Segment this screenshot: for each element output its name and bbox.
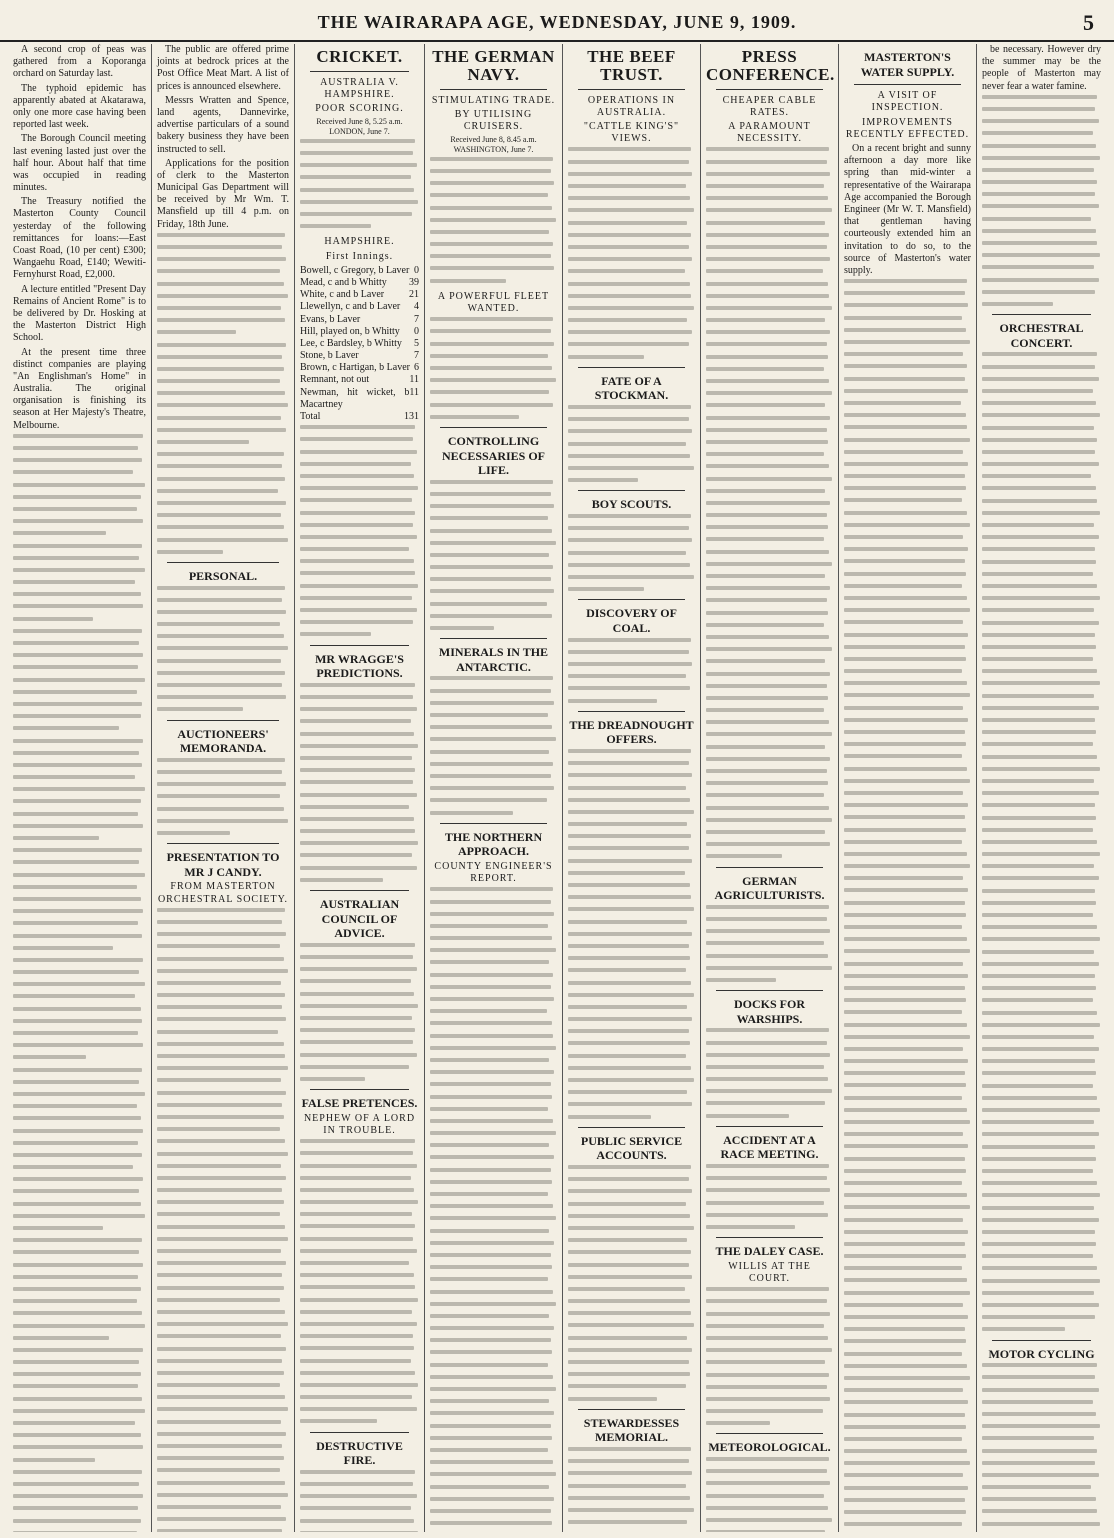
section-heading: METEOROLOGICAL. xyxy=(708,1440,831,1455)
article-subheading: BY UTILISING CRUISERS. xyxy=(454,108,533,133)
article-subheading: "CATTLE KING'S" VIEWS. xyxy=(583,121,680,145)
text-block xyxy=(430,887,557,1532)
text-block xyxy=(13,434,146,1532)
player-name: Evans, b Laver xyxy=(300,313,361,325)
text-block xyxy=(430,157,557,283)
divider xyxy=(310,71,409,72)
dateline: Received June 8, 8.45 a.m. WASHINGTON, June 7. xyxy=(450,135,537,154)
player-name: Lee, c Bardsley, b Whitty xyxy=(300,337,402,349)
article-subheading: AUSTRALIA V. HAMPSHIRE. xyxy=(320,76,399,101)
section-heading: DISCOVERY OF COAL. xyxy=(586,606,677,635)
player-name: Stone, b Laver xyxy=(300,350,359,362)
dateline: Received June 8, 5.25 a.m. LONDON, June 7. xyxy=(316,117,403,137)
article-subheading: OPERATIONS IN AUSTRALIA. xyxy=(587,94,676,118)
text-block xyxy=(568,1447,695,1532)
divider xyxy=(578,1409,685,1410)
column-2 xyxy=(151,44,294,1532)
article-paragraph: be necessary. However dry the summer may be the people of Masterton may never fear a water famine. xyxy=(982,44,1101,92)
text-block xyxy=(568,749,695,1119)
section-heading: PUBLIC SERVICE ACCOUNTS. xyxy=(580,1133,683,1163)
article-paragraph: The Treasury notified the Masterton County Council yesterday of the following remittances for loans:—East Coast Road, (10 per cent) £300; Wangaehu Road, £140; Wewiti-Fernyhurst Road, £2,000. xyxy=(13,196,146,281)
text-block xyxy=(157,233,289,554)
text-block xyxy=(568,638,695,703)
section-heading: DESTRUCTIVE FIRE. xyxy=(316,1438,403,1468)
score-row xyxy=(300,301,419,313)
text-block xyxy=(300,1470,419,1532)
columns xyxy=(8,44,1106,1532)
divider xyxy=(167,720,279,721)
score-row xyxy=(300,374,419,386)
masthead-title: THE WAIRARAPA AGE, WEDNESDAY, JUNE 9, 1909. xyxy=(317,12,797,32)
divider xyxy=(578,367,685,368)
player-runs: 11 xyxy=(409,386,419,398)
player-runs: 21 xyxy=(409,289,419,301)
player-runs: 7 xyxy=(414,350,419,362)
article-headline: THE GERMAN NAVY. xyxy=(432,47,555,84)
section-heading: CONTROLLING NECESSARIES OF LIFE. xyxy=(441,433,546,478)
score-total xyxy=(300,411,419,423)
section-heading: BOY SCOUTS. xyxy=(591,497,672,512)
divider xyxy=(716,89,823,90)
section-heading: THE DREADNOUGHT OFFERS. xyxy=(569,717,694,747)
article-headline: CRICKET. xyxy=(316,47,403,66)
score-row xyxy=(300,387,419,411)
text-block xyxy=(300,683,419,882)
article-paragraph: On a recent bright and sunny afternoon a day more like spring than mid-winter a representative of the Wairarapa Age accompanied the Borough Engineer (Mr W. T. Mansfield) that gentleman having courteously extended him an invitation to do so, to the source of Masterton's water supply. xyxy=(844,143,971,276)
divider xyxy=(440,89,547,90)
text-block xyxy=(706,147,833,858)
column-3 xyxy=(294,44,424,1532)
column-7 xyxy=(838,44,976,1532)
player-name: Bowell, c Gregory, b Laver xyxy=(300,264,410,276)
section-heading: FATE OF A STOCKMAN. xyxy=(594,373,669,403)
divider xyxy=(578,490,685,491)
text-block xyxy=(706,1287,833,1425)
text-block xyxy=(982,95,1101,306)
article-paragraph: The Borough Council meeting last evening lasted just over the half hour. About half that time was occupied in reading minutes. xyxy=(13,133,146,194)
text-block xyxy=(568,514,695,591)
text-block xyxy=(430,676,557,814)
column-5 xyxy=(562,44,700,1532)
article-paragraph: A lecture entitled "Present Day Remains of Ancient Rome" is to be delivered by Dr. Hosking at the Masterton District High School. xyxy=(13,283,146,344)
divider xyxy=(167,843,279,844)
section-heading: MINERALS IN THE ANTARCTIC. xyxy=(438,645,549,674)
column-6 xyxy=(700,44,838,1532)
divider xyxy=(310,1432,409,1433)
player-runs: 0 xyxy=(414,325,419,337)
article-subheading: POOR SCORING. xyxy=(315,103,404,115)
player-runs: 39 xyxy=(409,276,419,288)
section-subheading: FROM MASTERTON ORCHESTRAL SOCIETY. xyxy=(157,881,289,905)
article-paragraph: At the present time three distinct companies are playing "An Englishman's Home" in Australia. The original organisation is finishing its season at Her Majesty's Theatre, Melbourne. xyxy=(13,346,146,431)
score-row xyxy=(300,326,419,338)
table-subtitle: First Innings. xyxy=(325,250,394,262)
score-row xyxy=(300,350,419,362)
text-block xyxy=(157,908,289,1532)
text-block xyxy=(300,943,419,1081)
divider xyxy=(716,990,823,991)
section-heading: DOCKS FOR WARSHIPS. xyxy=(733,997,805,1026)
player-name: Remnant, not out xyxy=(300,374,370,386)
text-block xyxy=(157,586,289,712)
text-block xyxy=(706,1457,833,1532)
section-subheading: NEPHEW OF A LORD IN TROUBLE. xyxy=(303,1112,416,1136)
article-paragraph: The typhoid epidemic has apparently abated at Akatarawa, only one more case having been reported last week. xyxy=(13,82,146,131)
text-block xyxy=(300,139,419,228)
section-heading: MR WRAGGE'S PREDICTIONS. xyxy=(315,651,404,681)
column-1 xyxy=(8,44,151,1532)
column-8 xyxy=(976,44,1106,1532)
player-runs: 7 xyxy=(414,313,419,325)
text-block xyxy=(430,480,557,630)
article-subheading: CHEAPER CABLE RATES. xyxy=(722,94,817,118)
page-number: 5 xyxy=(1083,10,1094,35)
text-block xyxy=(844,279,971,1532)
player-name: Llewellyn, c and b Laver xyxy=(300,301,401,313)
score-row xyxy=(300,314,419,326)
section-subheading: A POWERFUL FLEET WANTED. xyxy=(437,290,550,314)
section-heading: PERSONAL. xyxy=(188,568,258,583)
text-block xyxy=(982,352,1101,1331)
divider xyxy=(578,711,685,712)
article-paragraph: The public are offered prime joints at bedrock prices at the Post Office Meat Mart. A list of prices is announced elsewhere. xyxy=(157,44,289,92)
player-runs: 11 xyxy=(409,374,419,386)
player-name: Brown, c Hartigan, b Laver xyxy=(300,362,410,374)
article-subheading: STIMULATING TRADE. xyxy=(431,94,556,106)
section-heading: FALSE PRETENCES. xyxy=(301,1096,418,1111)
divider xyxy=(310,1089,409,1090)
text-block xyxy=(706,905,833,982)
masthead xyxy=(0,0,1114,42)
total-label: Total xyxy=(300,411,321,423)
divider xyxy=(578,89,685,90)
score-row xyxy=(300,265,419,277)
article-paragraph: Messrs Wratten and Spence, land agents, Dannevirke, advertise particulars of a sound bakery business they have been instructed to sell. xyxy=(157,94,289,155)
divider xyxy=(716,1126,823,1127)
divider xyxy=(310,890,409,891)
text-block xyxy=(300,1139,419,1423)
score-table xyxy=(300,265,419,411)
divider xyxy=(716,867,823,868)
total-value: 131 xyxy=(404,411,419,423)
divider xyxy=(310,645,409,646)
divider xyxy=(440,638,547,639)
article-headline: MASTERTON'S WATER SUPPLY. xyxy=(860,50,955,79)
player-name: Mead, c and b Whitty xyxy=(300,276,387,288)
section-heading: STEWARDESSES MEMORIAL. xyxy=(583,1415,680,1445)
score-row xyxy=(300,277,419,289)
text-block xyxy=(568,147,695,358)
article-paragraph: A second crop of peas was gathered from a Koporanga orchard on Saturday last. xyxy=(13,44,146,80)
divider xyxy=(578,599,685,600)
text-block xyxy=(300,425,419,636)
divider xyxy=(440,427,547,428)
player-name: Newman, hit wicket, b Macartney xyxy=(300,386,410,410)
divider xyxy=(716,1433,823,1434)
section-heading: AUSTRALIAN COUNCIL OF ADVICE. xyxy=(319,897,400,941)
section-heading: MOTOR CYCLING xyxy=(988,1346,1095,1361)
section-heading: THE DALEY CASE. xyxy=(715,1244,824,1259)
text-block xyxy=(568,1165,695,1401)
player-name: White, c and b Laver xyxy=(300,289,385,301)
text-block xyxy=(706,1164,833,1229)
score-row xyxy=(300,362,419,374)
section-heading: GERMAN AGRICULTURISTS. xyxy=(714,873,825,903)
section-subheading: WILLIS AT THE COURT. xyxy=(728,1260,811,1284)
divider xyxy=(992,1340,1091,1341)
player-name: Hill, played on, b Whitty xyxy=(300,325,400,337)
player-runs: 0 xyxy=(414,264,419,276)
score-row xyxy=(300,289,419,301)
text-block xyxy=(982,1363,1101,1532)
section-heading: ORCHESTRAL CONCERT. xyxy=(999,321,1084,350)
divider xyxy=(167,562,279,563)
divider xyxy=(578,1127,685,1128)
article-paragraph: Applications for the position of clerk to the Masterton Municipal Gas Department will be received by Mr Wm. T. Mansfield up till 4 p.m. on Friday, 18th June. xyxy=(157,157,289,230)
section-subheading: COUNTY ENGINEER'S REPORT. xyxy=(434,860,553,885)
article-subheading: A VISIT OF INSPECTION. xyxy=(871,90,944,114)
article-headline: THE BEEF TRUST. xyxy=(587,47,676,84)
player-runs: 4 xyxy=(414,301,419,313)
column-4 xyxy=(424,44,562,1532)
text-block xyxy=(157,758,289,835)
text-block xyxy=(706,1028,833,1117)
player-runs: 6 xyxy=(414,362,419,374)
article-subheading: IMPROVEMENTS RECENTLY EFFECTED. xyxy=(845,116,970,140)
divider xyxy=(992,314,1091,315)
divider xyxy=(854,84,961,85)
article-subheading: A PARAMOUNT NECESSITY. xyxy=(728,121,811,145)
article-headline: PRESS CONFERENCE. xyxy=(706,47,835,84)
section-heading: PRESENTATION TO MR J CANDY. xyxy=(166,850,280,879)
divider xyxy=(440,823,547,824)
table-title: HAMPSHIRE. xyxy=(324,236,395,248)
section-heading: ACCIDENT AT A RACE MEETING. xyxy=(720,1132,819,1162)
score-row xyxy=(300,338,419,350)
section-heading: AUCTIONEERS' MEMORANDA. xyxy=(177,726,269,756)
text-block xyxy=(568,405,695,482)
divider xyxy=(716,1237,823,1238)
player-runs: 5 xyxy=(414,337,419,349)
section-heading: THE NORTHERN APPROACH. xyxy=(444,829,543,859)
text-block xyxy=(430,317,557,419)
